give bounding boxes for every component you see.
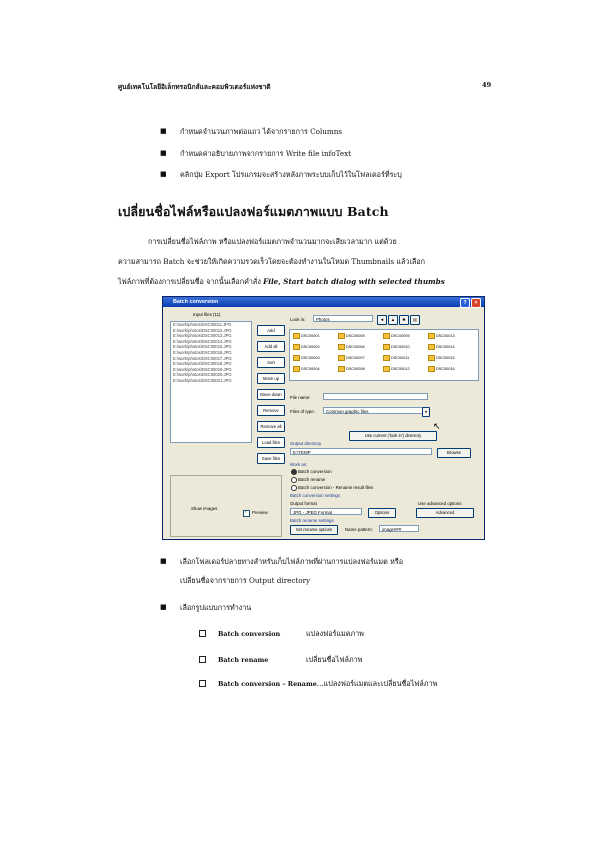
work-as-label: Work as: — [290, 462, 308, 467]
folder-icon — [293, 366, 300, 372]
folder-icon — [338, 344, 345, 350]
file-name-input[interactable] — [323, 393, 428, 400]
files-of-type-label: Files of type: — [290, 409, 315, 414]
check-icon: ✓ — [244, 509, 249, 515]
folder-icon — [338, 355, 345, 361]
move-down-button[interactable]: Move down — [257, 389, 285, 400]
advanced-options-label: Use advanced options — [418, 501, 462, 506]
paragraph-line — [118, 277, 445, 288]
sub-item-label: Batch conversion — [218, 630, 281, 638]
square-bullet-icon: ■ — [160, 557, 167, 565]
bullet-item — [160, 603, 252, 614]
folder-item[interactable]: DSC00014 — [428, 344, 455, 350]
input-files-list[interactable] — [170, 321, 252, 443]
up-folder-icon[interactable]: ▲ — [388, 315, 398, 325]
square-bullet-icon: ■ — [160, 170, 167, 178]
list-item[interactable]: E:\work\photos\DSC00013.JPG — [173, 333, 232, 339]
output-dir-input[interactable]: E:\TEMP — [290, 448, 432, 455]
radio-batch-rename[interactable] — [291, 477, 297, 483]
look-in-select[interactable] — [313, 315, 373, 322]
paragraph-line: การเปลี่ยนชื่อไฟล์ภาพ หรือแปลงฟอร์แมตภาพจำนวนมากจะเสียเวลามาก แต่ด้วย — [148, 237, 397, 246]
folder-icon — [428, 344, 435, 350]
list-item[interactable]: E:\work\photos\DSC00016.JPG — [173, 349, 232, 355]
folder-icon — [338, 333, 345, 339]
bullet-text: เลือกรูปแบบการทำงาน — [180, 603, 252, 612]
folder-item[interactable]: DSC00010 — [383, 344, 410, 350]
list-item[interactable]: E:\work\photos\DSC00014.JPG — [173, 338, 232, 344]
folder-item[interactable]: DSC00011 — [383, 355, 409, 361]
view-menu-icon[interactable]: ▤ — [410, 315, 420, 325]
rename-settings-label: Batch rename settings — [290, 518, 334, 523]
browse-button[interactable]: Browse — [437, 448, 471, 458]
folder-item[interactable]: DSC00001 — [293, 333, 320, 339]
file-name-label: File name: — [290, 395, 311, 400]
list-item[interactable]: E:\work\photos\DSC00011.JPG — [173, 322, 232, 327]
save-files-button[interactable]: Save files — [257, 453, 285, 464]
list-item[interactable]: E:\work\photos\DSC00018.JPG — [173, 361, 232, 367]
folder-icon — [293, 344, 300, 350]
folder-icon — [293, 333, 300, 339]
output-dir-label: Output directory — [290, 441, 322, 446]
list-item[interactable]: E:\work\photos\DSC00012.JPG — [173, 327, 232, 333]
look-in-value: Photos — [316, 317, 330, 322]
menu-command-text: File, Start batch dialog with selected thumbs — [263, 277, 445, 286]
folder-item[interactable]: DSC00005 — [338, 333, 365, 339]
preview-label: Show images — [191, 506, 218, 511]
options-button[interactable]: Options — [368, 508, 396, 518]
new-folder-icon[interactable]: ✱ — [399, 315, 409, 325]
look-in-label: Look in: — [290, 317, 306, 322]
radio-convert-rename[interactable] — [291, 485, 297, 491]
bullet-text: คลิกปุ่ม Export โปรแกรมจะสร้างหลังภาพระบบเก็บไว้ในโฟลเดอร์ที่ระบุ — [180, 170, 402, 179]
folder-icon — [338, 366, 345, 372]
radio-label: Batch conversion — [298, 469, 332, 474]
advanced-button[interactable]: Advanced — [416, 508, 474, 518]
move-up-button[interactable]: Move up — [257, 373, 285, 384]
folder-icon — [428, 366, 435, 372]
list-item[interactable]: E:\work\photos\DSC00015.JPG — [173, 344, 232, 350]
running-header: ศูนย์เทคโนโลยีอิเล็กทรอนิกส์และคอมพิวเตอร์แห่งชาติ — [118, 83, 271, 91]
paragraph-line: ความสามารถ Batch จะช่วยให้เกิดความรวดเร็วโดยจะต้องทำงานในโหมด Thumbnails แล้วเลือก — [118, 257, 425, 266]
folder-item[interactable]: DSC00015 — [428, 355, 455, 361]
folder-icon — [428, 355, 435, 361]
sub-item-label: Batch conversion – Rename — [218, 680, 317, 688]
cursor-icon: ↖ — [433, 421, 441, 431]
set-rename-options-button[interactable]: Set rename options — [290, 525, 338, 535]
sub-item — [218, 679, 437, 690]
checkbox-square-icon — [199, 680, 206, 687]
list-item[interactable]: E:\work\photos\DSC00019.JPG — [173, 366, 232, 372]
folder-item[interactable]: DSC00007 — [338, 355, 365, 361]
folder-icon — [428, 333, 435, 339]
folder-icon — [293, 355, 300, 361]
folder-item[interactable]: DSC00004 — [293, 366, 320, 372]
bullet-item — [160, 149, 352, 160]
checkbox-square-icon — [199, 656, 206, 663]
remove-all-button[interactable]: Remove all — [257, 421, 285, 432]
dialog-title: Batch conversion — [173, 299, 219, 305]
bullet-continuation: เปลี่ยนชื่อจากรายการ Output directory — [180, 576, 311, 585]
sub-item — [218, 629, 364, 640]
add-all-button[interactable]: Add all — [257, 341, 285, 352]
name-pattern-input[interactable]: image### — [379, 525, 419, 532]
folder-icon — [383, 366, 390, 372]
help-icon[interactable]: ? — [460, 298, 470, 308]
folder-item[interactable]: DSC00009 — [383, 333, 410, 339]
back-icon[interactable]: ◄ — [377, 315, 387, 325]
list-item[interactable]: E:\work\photos\DSC00020.JPG — [173, 372, 232, 378]
output-format-select[interactable]: JPG - JPEG Format — [290, 508, 362, 515]
preview-panel — [170, 475, 282, 537]
section-heading: เปลี่ยนชื่อไฟล์หรือแปลงฟอร์แมตภาพแบบ Batch — [118, 204, 389, 219]
sort-button[interactable]: Sort — [257, 357, 285, 368]
radio-label: Batch rename — [298, 477, 326, 482]
paragraph-text: ไฟล์ภาพที่ต้องการเปลี่ยนชื่อ จากนั้นเลือกคำสั่ง — [118, 277, 264, 286]
folder-item[interactable]: DSC00002 — [293, 344, 320, 350]
close-icon[interactable]: × — [471, 298, 481, 308]
folder-item[interactable]: DSC00008 — [338, 366, 365, 372]
bullet-text: กำหนดจำนวนภาพต่อแถว ได้จากรายการ Columns — [180, 127, 343, 136]
sub-item — [218, 655, 362, 666]
use-current-directory-button[interactable]: Use current ('look in') directory — [349, 431, 437, 441]
checkbox-square-icon — [199, 630, 206, 637]
input-files-label: Input files (11) — [193, 312, 221, 317]
sub-item-desc: เปลี่ยนชื่อไฟล์ภาพ — [306, 655, 363, 664]
sub-item-desc: ...แปลงฟอร์แมตและเปลี่ยนชื่อไฟล์ภาพ — [316, 679, 438, 688]
folder-icon — [383, 333, 390, 339]
remove-button[interactable]: Remove — [257, 405, 285, 416]
folder-browser[interactable] — [289, 329, 479, 381]
list-item[interactable]: E:\work\photos\DSC00021.JPG — [173, 377, 232, 383]
square-bullet-icon: ■ — [160, 149, 167, 157]
page-number: 49 — [482, 81, 492, 89]
bullet-text: กำหนดค่าอธิบายภาพจากรายการ Write file infoText — [180, 149, 352, 158]
name-pattern-label: Name pattern: — [345, 527, 373, 532]
batch-settings-label: Batch conversion settings — [290, 493, 341, 498]
add-button[interactable]: Add — [257, 325, 285, 336]
folder-item[interactable]: DSC00013 — [428, 333, 455, 339]
sub-item-label: Batch rename — [218, 656, 269, 664]
preview-checkbox-label: Preview — [252, 510, 268, 515]
chevron-down-icon[interactable]: ▾ — [422, 407, 430, 417]
batch-conversion-dialog — [162, 296, 485, 540]
square-bullet-icon: ■ — [160, 603, 167, 611]
bullet-item — [160, 127, 343, 138]
folder-item[interactable]: DSC00016 — [428, 366, 455, 372]
folder-item[interactable]: DSC00003 — [293, 355, 320, 361]
preview-checkbox[interactable] — [243, 510, 250, 517]
radio-batch-conversion[interactable] — [291, 469, 297, 475]
dialog-titlebar — [163, 297, 484, 307]
folder-icon — [383, 344, 390, 350]
load-files-button[interactable]: Load files — [257, 437, 285, 448]
bullet-text: เลือกโฟลเดอร์ปลายทางสำหรับเก็บไฟล์ภาพที่ผ่านการแปลงฟอร์แมต หรือ — [180, 557, 404, 566]
sub-item-desc: แปลงฟอร์แมตภาพ — [306, 629, 364, 638]
list-item[interactable]: E:\work\photos\DSC00017.JPG — [173, 355, 232, 361]
folder-icon — [383, 355, 390, 361]
bullet-item — [160, 557, 404, 568]
files-of-type-select[interactable]: Common graphic files — [323, 407, 428, 414]
bullet-item — [160, 170, 402, 181]
folder-item[interactable]: DSC00012 — [383, 366, 410, 372]
radio-label: Batch conversion - Rename result files — [298, 485, 374, 490]
folder-item[interactable]: DSC00006 — [338, 344, 365, 350]
square-bullet-icon: ■ — [160, 127, 167, 135]
output-format-label: Output format — [290, 501, 317, 506]
